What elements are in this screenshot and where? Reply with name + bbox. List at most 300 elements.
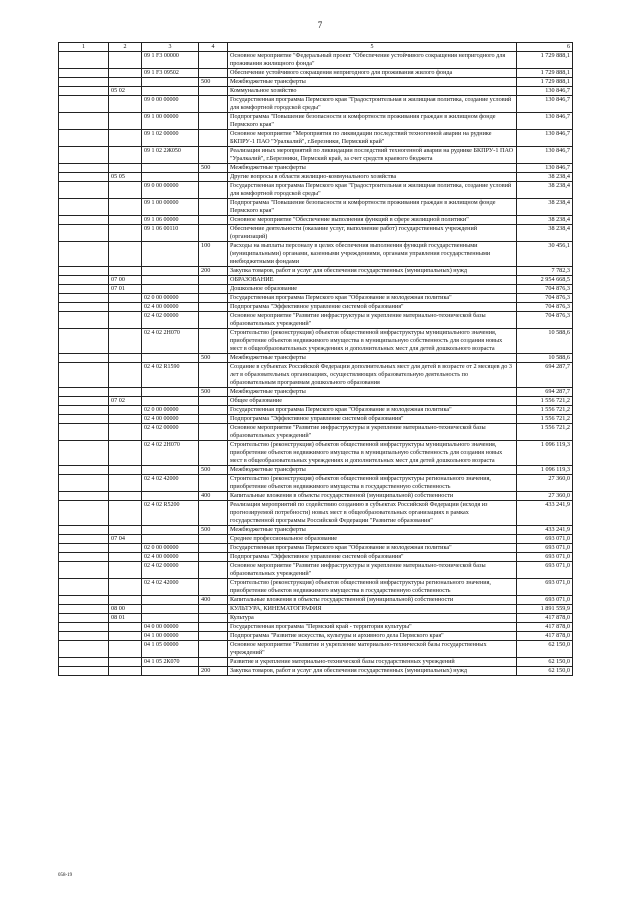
section-code-cell (109, 475, 142, 492)
expense-type-cell: 500 (199, 466, 228, 475)
amount-cell: 130 846,7 (517, 130, 573, 147)
description-cell: Реализация мероприятий по содействию созданию в субъектах Российской Федерации (исходя из прогнозируемой потребности) новых мест в общеобразовательных организациях в рамках государственной программы Российской Федерации "Развитие образования" (228, 501, 517, 526)
table-row (59, 294, 573, 303)
col-1-cell (59, 632, 109, 641)
description-cell: Строительство (реконструкция) объектов общественной инфраструктуры регионального значения, приобретение объектов недвижимого имущества в государственную собственность (228, 475, 517, 492)
target-article-cell: 02 0 00 00000 (142, 544, 199, 553)
amount-cell: 62 150,0 (517, 641, 573, 658)
page-number: 7 (317, 20, 323, 30)
table-row (59, 658, 573, 667)
section-code-cell: 07 04 (109, 535, 142, 544)
description-cell: Подпрограмма "Эффективное управление системой образования" (228, 553, 517, 562)
section-code-cell (109, 596, 142, 605)
header-row (59, 43, 573, 52)
section-code-cell (109, 441, 142, 466)
col-1-cell (59, 294, 109, 303)
expense-type-cell (199, 285, 228, 294)
amount-cell: 693 071,0 (517, 553, 573, 562)
col-1-cell (59, 363, 109, 388)
section-code-cell: 07 00 (109, 276, 142, 285)
description-cell: Государственная программа Пермского края "Образование и молодежная политика" (228, 406, 517, 415)
col-1-cell (59, 329, 109, 354)
amount-cell: 704 876,3 (517, 312, 573, 329)
table-row (59, 199, 573, 216)
expense-type-cell (199, 553, 228, 562)
col-1-cell (59, 52, 109, 69)
header-cell-3: 3 (142, 43, 199, 52)
section-code-cell (109, 424, 142, 441)
amount-cell: 7 782,3 (517, 267, 573, 276)
target-article-cell: 09 1 00 00000 (142, 199, 199, 216)
header-cell-4: 4 (199, 43, 228, 52)
col-1-cell (59, 466, 109, 475)
target-article-cell: 02 4 02 2Н070 (142, 441, 199, 466)
col-1-cell (59, 579, 109, 596)
amount-cell: 1 729 888,1 (517, 69, 573, 78)
table-row (59, 667, 573, 676)
col-1-cell (59, 225, 109, 242)
section-code-cell (109, 641, 142, 658)
expense-type-cell (199, 397, 228, 406)
target-article-cell: 09 0 00 00000 (142, 96, 199, 113)
description-cell: Основное мероприятие "Федеральный проект "Обеспечение устойчивого сокращения непригодного для проживания жилищного фонда" (228, 52, 517, 69)
amount-cell: 38 238,4 (517, 216, 573, 225)
target-article-cell (142, 667, 199, 676)
amount-cell: 130 846,7 (517, 96, 573, 113)
section-code-cell (109, 78, 142, 87)
expense-type-cell (199, 623, 228, 632)
amount-cell: 1 096 119,3 (517, 441, 573, 466)
table-row (59, 285, 573, 294)
target-article-cell: 02 4 02 R1590 (142, 363, 199, 388)
amount-cell: 694 287,7 (517, 388, 573, 397)
expense-type-cell (199, 182, 228, 199)
col-1-cell (59, 501, 109, 526)
target-article-cell: 09 1 F3 00000 (142, 52, 199, 69)
col-1-cell (59, 553, 109, 562)
col-1-cell (59, 216, 109, 225)
section-code-cell (109, 632, 142, 641)
target-article-cell (142, 596, 199, 605)
table-row (59, 225, 573, 242)
expense-type-cell (199, 173, 228, 182)
amount-cell: 693 071,0 (517, 596, 573, 605)
description-cell: Культура (228, 614, 517, 623)
expense-type-cell: 500 (199, 78, 228, 87)
col-1-cell (59, 242, 109, 267)
section-code-cell (109, 406, 142, 415)
description-cell: Государственная программа Пермского края "Градостроительная и жилищная политика, создание условий для комфортной городской среды" (228, 182, 517, 199)
amount-cell: 704 876,3 (517, 285, 573, 294)
description-cell: Подпрограмма "Развитие искусства, культуры и архивного дела Пермского края" (228, 632, 517, 641)
table-row (59, 96, 573, 113)
table-row (59, 363, 573, 388)
target-article-cell (142, 354, 199, 363)
col-1-cell (59, 96, 109, 113)
target-article-cell: 02 4 02 00000 (142, 424, 199, 441)
expense-type-cell (199, 69, 228, 78)
description-cell: Основное мероприятие "Развитие инфраструктуры и укрепление материально-технической базы образовательных учреждений" (228, 562, 517, 579)
col-1-cell (59, 87, 109, 96)
section-code-cell: 05 05 (109, 173, 142, 182)
expense-type-cell (199, 658, 228, 667)
amount-cell: 62 150,0 (517, 658, 573, 667)
expense-type-cell (199, 535, 228, 544)
description-cell: Основное мероприятие "Развитие инфраструктуры и укрепление материально-технической базы образовательных учреждений" (228, 312, 517, 329)
table-row (59, 526, 573, 535)
description-cell: Среднее профессиональное образование (228, 535, 517, 544)
section-code-cell: 07 01 (109, 285, 142, 294)
col-1-cell (59, 388, 109, 397)
expense-type-cell (199, 312, 228, 329)
col-1-cell (59, 69, 109, 78)
target-article-cell: 02 4 02 R5200 (142, 501, 199, 526)
section-code-cell (109, 225, 142, 242)
table-row (59, 553, 573, 562)
amount-cell: 1 891 559,9 (517, 605, 573, 614)
target-article-cell (142, 276, 199, 285)
description-cell: Государственная программа "Пермский край - территория культуры" (228, 623, 517, 632)
target-article-cell (142, 173, 199, 182)
table-row (59, 164, 573, 173)
amount-cell: 38 238,4 (517, 199, 573, 216)
table-row (59, 147, 573, 164)
col-1-cell (59, 285, 109, 294)
expense-type-cell (199, 363, 228, 388)
table-row (59, 406, 573, 415)
section-code-cell (109, 553, 142, 562)
description-cell: Реализация иных мероприятий по ликвидации последствий техногенной аварии на руднике БКПРУ-1 ПАО "Уралкалий", г.Березники, Пермский край, за счет средств краевого бюджета (228, 147, 517, 164)
target-article-cell (142, 164, 199, 173)
section-code-cell (109, 329, 142, 354)
table-row (59, 535, 573, 544)
expense-type-cell: 500 (199, 388, 228, 397)
section-code-cell (109, 562, 142, 579)
col-1-cell (59, 614, 109, 623)
table-row (59, 579, 573, 596)
col-1-cell (59, 415, 109, 424)
section-code-cell (109, 388, 142, 397)
table-row (59, 173, 573, 182)
table-row (59, 130, 573, 147)
target-article-cell: 02 4 02 2Н070 (142, 329, 199, 354)
amount-cell: 130 846,7 (517, 87, 573, 96)
col-1-cell (59, 667, 109, 676)
target-article-cell: 09 1 02 00000 (142, 130, 199, 147)
col-1-cell (59, 130, 109, 147)
section-code-cell: 08 00 (109, 605, 142, 614)
col-1-cell (59, 276, 109, 285)
table-row (59, 87, 573, 96)
target-article-cell: 02 4 00 00000 (142, 415, 199, 424)
target-article-cell (142, 526, 199, 535)
budget-table (58, 42, 573, 676)
description-cell: Закупка товаров, работ и услуг для обеспечения государственных (муниципальных) нужд (228, 667, 517, 676)
target-article-cell: 09 1 02 2Ж050 (142, 147, 199, 164)
section-code-cell (109, 526, 142, 535)
amount-cell: 38 238,4 (517, 225, 573, 242)
col-1-cell (59, 544, 109, 553)
header-cell-5: 5 (228, 43, 517, 52)
section-code-cell (109, 113, 142, 130)
description-cell: Основное мероприятие "Обеспечение выполнения функций в сфере жилищной политики" (228, 216, 517, 225)
section-code-cell (109, 69, 142, 78)
target-article-cell (142, 466, 199, 475)
section-code-cell: 08 01 (109, 614, 142, 623)
amount-cell: 1 729 888,1 (517, 52, 573, 69)
amount-cell: 38 238,4 (517, 182, 573, 199)
expense-type-cell (199, 52, 228, 69)
description-cell: Обеспечение деятельности (оказание услуг, выполнение работ) государственных учреждений (организаций) (228, 225, 517, 242)
expense-type-cell (199, 199, 228, 216)
target-article-cell: 02 0 00 00000 (142, 294, 199, 303)
description-cell: Создание в субъектах Российской Федерации дополнительных мест для детей в возрасте от 2 месяцев до 3 лет в образовательных организациях, осуществляющих образовательную деятельность по образовательным программам дошкольного образования (228, 363, 517, 388)
description-cell: Подпрограмма "Эффективное управление системой образования" (228, 415, 517, 424)
amount-cell: 38 238,4 (517, 173, 573, 182)
expense-type-cell: 500 (199, 526, 228, 535)
section-code-cell (109, 466, 142, 475)
table-row (59, 501, 573, 526)
description-cell: Межбюджетные трансферты (228, 466, 517, 475)
amount-cell: 1 556 721,2 (517, 397, 573, 406)
target-article-cell (142, 397, 199, 406)
target-article-cell: 09 1 00 00000 (142, 113, 199, 130)
table-row (59, 182, 573, 199)
description-cell: Строительство (реконструкция) объектов общественной инфраструктуры муниципального значения, приобретение объектов недвижимого имущества в муниципальную собственность для создания новых мест в общеобразовательных учреждениях и дополнительных мест для детей дошкольного возраста (228, 329, 517, 354)
table-row (59, 303, 573, 312)
col-1-cell (59, 658, 109, 667)
expense-type-cell (199, 579, 228, 596)
table-row (59, 544, 573, 553)
table-row (59, 562, 573, 579)
section-code-cell (109, 658, 142, 667)
expense-type-cell: 500 (199, 354, 228, 363)
description-cell: Закупка товаров, работ и услуг для обеспечения государственных (муниципальных) нужд (228, 267, 517, 276)
page-footer: 058-19 (58, 873, 73, 878)
expense-type-cell (199, 441, 228, 466)
description-cell: Основное мероприятие "Мероприятия по ликвидации последствий техногенной аварии на руднике БКПРУ-1 ПАО "Уралкалий", г.Березники, Пермский край" (228, 130, 517, 147)
col-1-cell (59, 303, 109, 312)
col-1-cell (59, 535, 109, 544)
section-code-cell (109, 303, 142, 312)
target-article-cell: 02 4 02 00000 (142, 312, 199, 329)
col-1-cell (59, 492, 109, 501)
amount-cell: 693 071,0 (517, 535, 573, 544)
section-code-cell (109, 544, 142, 553)
amount-cell: 130 846,7 (517, 164, 573, 173)
description-cell: Дошкольное образование (228, 285, 517, 294)
expense-type-cell: 200 (199, 267, 228, 276)
amount-cell: 130 846,7 (517, 113, 573, 130)
amount-cell: 694 287,7 (517, 363, 573, 388)
amount-cell: 417 878,0 (517, 623, 573, 632)
amount-cell: 693 071,0 (517, 544, 573, 553)
description-cell: Капитальные вложения в объекты государственной (муниципальной) собственности (228, 596, 517, 605)
target-article-cell (142, 267, 199, 276)
table-row (59, 492, 573, 501)
section-code-cell (109, 147, 142, 164)
table-row (59, 605, 573, 614)
target-article-cell (142, 605, 199, 614)
table-row (59, 242, 573, 267)
target-article-cell: 04 0 00 00000 (142, 623, 199, 632)
table-row (59, 641, 573, 658)
description-cell: Государственная программа Пермского края "Градостроительная и жилищная политика, создание условий для комфортной городской среды" (228, 96, 517, 113)
expense-type-cell (199, 329, 228, 354)
target-article-cell (142, 614, 199, 623)
amount-cell: 704 876,3 (517, 294, 573, 303)
col-1-cell (59, 562, 109, 579)
description-cell: Строительство (реконструкция) объектов общественной инфраструктуры регионального значения, приобретение объектов недвижимого имущества в государственную собственность (228, 579, 517, 596)
expense-type-cell (199, 113, 228, 130)
section-code-cell (109, 130, 142, 147)
description-cell: Подпрограмма "Эффективное управление системой образования" (228, 303, 517, 312)
budget-table-body (59, 43, 573, 676)
expense-type-cell (199, 130, 228, 147)
amount-cell: 1 556 721,2 (517, 424, 573, 441)
description-cell: Основное мероприятие "Развитие инфраструктуры и укрепление материально-технической базы образовательных учреждений" (228, 424, 517, 441)
amount-cell: 10 588,6 (517, 329, 573, 354)
amount-cell: 433 241,9 (517, 526, 573, 535)
description-cell: Коммунальное хозяйство (228, 87, 517, 96)
amount-cell: 417 878,0 (517, 614, 573, 623)
target-article-cell (142, 242, 199, 267)
expense-type-cell (199, 544, 228, 553)
target-article-cell (142, 535, 199, 544)
target-article-cell: 09 1 F3 09502 (142, 69, 199, 78)
description-cell: Общее образование (228, 397, 517, 406)
expense-type-cell (199, 225, 228, 242)
description-cell: Другие вопросы в области жилищно-коммунального хозяйства (228, 173, 517, 182)
expense-type-cell (199, 641, 228, 658)
amount-cell: 693 071,0 (517, 579, 573, 596)
table-row (59, 78, 573, 87)
section-code-cell (109, 623, 142, 632)
description-cell: Развитие и укрепление материально-технической базы государственных учреждений (228, 658, 517, 667)
table-row (59, 267, 573, 276)
expense-type-cell (199, 605, 228, 614)
target-article-cell (142, 388, 199, 397)
amount-cell: 27 360,0 (517, 492, 573, 501)
section-code-cell (109, 354, 142, 363)
col-1-cell (59, 475, 109, 492)
col-1-cell (59, 113, 109, 130)
target-article-cell: 02 4 00 00000 (142, 303, 199, 312)
expense-type-cell (199, 147, 228, 164)
amount-cell: 693 071,0 (517, 562, 573, 579)
amount-cell: 1 556 721,2 (517, 406, 573, 415)
description-cell: Межбюджетные трансферты (228, 78, 517, 87)
target-article-cell (142, 78, 199, 87)
section-code-cell (109, 579, 142, 596)
target-article-cell: 02 0 00 00000 (142, 406, 199, 415)
col-1-cell (59, 397, 109, 406)
table-row (59, 329, 573, 354)
target-article-cell: 04 1 05 00000 (142, 641, 199, 658)
section-code-cell (109, 267, 142, 276)
col-1-cell (59, 147, 109, 164)
amount-cell: 704 876,3 (517, 303, 573, 312)
description-cell: Межбюджетные трансферты (228, 164, 517, 173)
target-article-cell: 02 4 02 42000 (142, 579, 199, 596)
table-row (59, 113, 573, 130)
expense-type-cell: 100 (199, 242, 228, 267)
col-1-cell (59, 526, 109, 535)
col-1-cell (59, 164, 109, 173)
description-cell: Обеспечение устойчивого сокращения непригодного для проживания жилого фонда (228, 69, 517, 78)
table-row (59, 614, 573, 623)
description-cell: Капитальные вложения в объекты государственной (муниципальной) собственности (228, 492, 517, 501)
amount-cell: 30 456,1 (517, 242, 573, 267)
section-code-cell (109, 199, 142, 216)
expense-type-cell (199, 424, 228, 441)
col-1-cell (59, 182, 109, 199)
col-1-cell (59, 173, 109, 182)
description-cell: Строительство (реконструкция) объектов общественной инфраструктуры муниципального значения, приобретение объектов недвижимого имущества в муниципальную собственность для создания новых мест в общеобразовательных учреждениях и дополнительных мест для детей дошкольного возраста (228, 441, 517, 466)
col-1-cell (59, 605, 109, 614)
table-row (59, 596, 573, 605)
table-row (59, 69, 573, 78)
section-code-cell (109, 182, 142, 199)
expense-type-cell (199, 415, 228, 424)
target-article-cell: 09 0 00 00000 (142, 182, 199, 199)
table-row (59, 623, 573, 632)
amount-cell: 1 556 721,2 (517, 415, 573, 424)
section-code-cell (109, 312, 142, 329)
expense-type-cell (199, 303, 228, 312)
expense-type-cell (199, 614, 228, 623)
section-code-cell: 05 02 (109, 87, 142, 96)
table-row (59, 466, 573, 475)
expense-type-cell (199, 276, 228, 285)
expense-type-cell (199, 294, 228, 303)
section-code-cell (109, 492, 142, 501)
description-cell: Подпрограмма "Повышение безопасности и комфортности проживания граждан в жилищном фонде Пермского края" (228, 199, 517, 216)
expense-type-cell (199, 406, 228, 415)
amount-cell: 417 878,0 (517, 632, 573, 641)
col-1-cell (59, 424, 109, 441)
section-code-cell (109, 415, 142, 424)
target-article-cell: 02 4 02 00000 (142, 562, 199, 579)
description-cell: Подпрограмма "Повышение безопасности и комфортности проживания граждан в жилищном фонде Пермского края" (228, 113, 517, 130)
table-row (59, 441, 573, 466)
col-1-cell (59, 441, 109, 466)
section-code-cell (109, 164, 142, 173)
col-1-cell (59, 267, 109, 276)
col-1-cell (59, 199, 109, 216)
expense-type-cell (199, 96, 228, 113)
table-row (59, 354, 573, 363)
section-code-cell (109, 52, 142, 69)
section-code-cell (109, 667, 142, 676)
amount-cell: 62 150,0 (517, 667, 573, 676)
amount-cell: 1 729 888,1 (517, 78, 573, 87)
section-code-cell (109, 294, 142, 303)
col-1-cell (59, 641, 109, 658)
amount-cell: 27 360,0 (517, 475, 573, 492)
col-1-cell (59, 312, 109, 329)
table-row (59, 312, 573, 329)
expense-type-cell (199, 501, 228, 526)
expense-type-cell (199, 562, 228, 579)
col-1-cell (59, 596, 109, 605)
description-cell: Расходы на выплаты персоналу в целях обеспечения выполнения функций государственными (муниципальными) органами, казенными учреждениями, органами управления государственными внебюджетными фондами (228, 242, 517, 267)
table-row (59, 276, 573, 285)
header-cell-6: 6 (517, 43, 573, 52)
description-cell: Межбюджетные трансферты (228, 526, 517, 535)
target-article-cell (142, 87, 199, 96)
description-cell: Межбюджетные трансферты (228, 354, 517, 363)
